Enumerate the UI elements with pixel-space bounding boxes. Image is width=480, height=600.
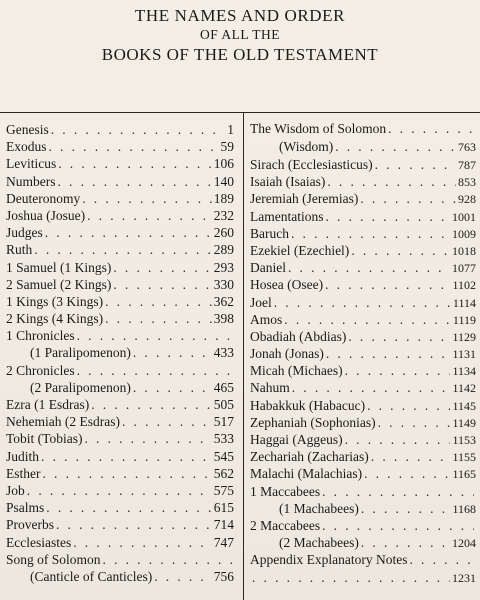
- dot-leader: [360, 190, 456, 207]
- contents-row[interactable]: [6, 396, 234, 413]
- book-title: Judith: [6, 448, 40, 464]
- dot-leader: [58, 155, 212, 172]
- header-line-2: OF ALL THE: [199, 27, 280, 42]
- book-title: Tobit (Tobias): [6, 431, 83, 447]
- page-number: 1134: [452, 364, 476, 379]
- book-title: (2 Paralipomenon): [30, 379, 131, 395]
- page-number: 189: [213, 190, 234, 206]
- page-header: [0, 6, 480, 66]
- dot-leader: [34, 241, 211, 258]
- book-title: (Canticle of Canticles): [30, 568, 153, 584]
- contents-row[interactable]: [6, 259, 234, 276]
- book-title: Genesis: [6, 122, 49, 137]
- page-number: 1204: [452, 536, 476, 551]
- page-number: 1131: [452, 347, 476, 362]
- contents-row[interactable]: [6, 379, 234, 396]
- dot-leader: [326, 345, 451, 362]
- page-number: 140: [213, 173, 234, 189]
- column-divider: [243, 112, 244, 600]
- book-title: Daniel: [250, 260, 286, 276]
- dot-leader: [345, 362, 451, 379]
- page-number: 714: [213, 517, 234, 533]
- dot-leader: [51, 121, 226, 138]
- page-number: 747: [213, 534, 234, 550]
- page-number: 433: [213, 345, 234, 361]
- page-number: 1165: [452, 467, 476, 482]
- contents-row[interactable]: [6, 413, 234, 430]
- contents-row[interactable]: [250, 173, 476, 190]
- contents-row[interactable]: [6, 224, 234, 241]
- book-title: 2 Maccabees: [250, 517, 321, 533]
- contents-row[interactable]: [250, 225, 476, 242]
- contents-row[interactable]: [250, 137, 476, 156]
- dot-leader: [43, 465, 212, 482]
- page-number: 1231: [452, 570, 476, 585]
- dot-leader: [27, 482, 212, 499]
- page-number: 1149: [452, 415, 476, 430]
- book-title: 2 Kings (4 Kings): [6, 311, 104, 327]
- book-title: (2 Machabees): [279, 535, 359, 551]
- contents-row[interactable]: [250, 534, 476, 551]
- contents-row[interactable]: [6, 207, 234, 224]
- dot-leader: [73, 534, 212, 551]
- contents-row[interactable]: [6, 551, 234, 568]
- contents-row[interactable]: [6, 568, 234, 585]
- dot-leader: [325, 276, 450, 293]
- page-number: 1018: [452, 243, 476, 258]
- book-title: Nahum: [250, 380, 290, 396]
- book-title: Lamentations: [250, 208, 324, 224]
- contents-row[interactable]: [250, 345, 476, 362]
- page-number: 362: [213, 293, 234, 309]
- contents-row[interactable]: [250, 328, 476, 345]
- contents-row[interactable]: [250, 551, 476, 568]
- book-title: The Wisdom of Solomon: [250, 121, 387, 136]
- book-title: 1 Samuel (1 Kings): [6, 259, 112, 275]
- book-title: 1 Kings (3 Kings): [6, 293, 104, 309]
- page-number: 398: [213, 311, 234, 327]
- book-title: Amos: [250, 311, 283, 327]
- dot-leader: [133, 379, 212, 396]
- contents-row[interactable]: [250, 362, 476, 379]
- contents-row[interactable]: [250, 431, 476, 448]
- contents-row[interactable]: [6, 430, 234, 447]
- book-title: Song of Solomon: [6, 551, 101, 567]
- dot-leader: [367, 397, 450, 414]
- dot-leader: [49, 138, 219, 155]
- page-number: 106: [213, 156, 234, 172]
- page-number: 1102: [452, 278, 476, 293]
- dot-leader: [154, 568, 212, 585]
- page-number: 1153: [452, 433, 476, 447]
- book-title: Zephaniah (Sophonias): [250, 414, 376, 430]
- dot-leader: [56, 516, 212, 533]
- contents-row[interactable]: [250, 242, 476, 259]
- contents-row[interactable]: [6, 173, 234, 190]
- book-title: Psalms: [6, 500, 45, 516]
- book-title: 1 Maccabees: [250, 483, 321, 499]
- page-number: 545: [213, 448, 234, 464]
- dot-leader: [291, 225, 450, 242]
- contents-row[interactable]: [6, 499, 234, 516]
- book-title: (1 Paralipomenon): [30, 345, 131, 361]
- page-number: 1129: [452, 329, 476, 344]
- dot-leader: [103, 551, 232, 568]
- book-title: 2 Samuel (2 Kings): [6, 276, 112, 292]
- contents-row[interactable]: [250, 208, 476, 225]
- dot-leader: [345, 431, 451, 448]
- dot-leader: [325, 208, 450, 225]
- contents-row[interactable]: [250, 414, 476, 431]
- dot-leader: [82, 190, 212, 207]
- page-number: 289: [213, 242, 234, 258]
- page-number: 615: [213, 500, 234, 516]
- dot-leader: [77, 327, 232, 344]
- book-title: Hosea (Osee): [250, 277, 324, 293]
- contents-row[interactable]: [6, 448, 234, 465]
- page-number: 505: [213, 397, 234, 412]
- dot-leader: [58, 173, 212, 190]
- contents-row[interactable]: [6, 190, 234, 207]
- book-title: Proverbs: [6, 517, 54, 533]
- dot-leader: [361, 500, 451, 517]
- contents-row[interactable]: [6, 138, 234, 155]
- page-number: 293: [213, 259, 234, 275]
- contents-row[interactable]: [6, 482, 234, 499]
- dot-leader: [322, 517, 474, 534]
- book-title: 2 Chronicles: [6, 362, 75, 378]
- left-contents-column: [6, 121, 234, 585]
- header-rule: [0, 112, 480, 113]
- contents-row[interactable]: [6, 465, 234, 482]
- dot-leader: [113, 259, 211, 276]
- dot-leader: [292, 379, 451, 396]
- book-title: Zechariah (Zacharias): [250, 449, 369, 465]
- page-number: 763: [458, 140, 476, 154]
- book-title: Ruth: [6, 242, 33, 258]
- page-number: 562: [213, 465, 234, 481]
- page-number: 1: [227, 122, 234, 137]
- book-title: Deuteronomy: [6, 190, 81, 206]
- dot-leader: [364, 465, 450, 482]
- dot-leader: [105, 293, 212, 310]
- page-number: 330: [213, 276, 234, 292]
- page-number: 465: [213, 379, 234, 395]
- contents-row[interactable]: [250, 190, 476, 207]
- page-number: 1119: [452, 312, 476, 327]
- book-title: Exodus: [6, 139, 47, 155]
- dot-leader: [122, 413, 212, 430]
- book-title: Job: [6, 482, 25, 498]
- book-title: Sirach (Ecclesiasticus): [250, 157, 373, 172]
- dot-leader: [284, 311, 451, 328]
- book-title: Haggai (Aggeus): [250, 432, 343, 447]
- book-title: 1 Chronicles: [6, 328, 75, 344]
- header-line-1: THE NAMES AND ORDER: [134, 6, 346, 25]
- dot-leader: [252, 569, 450, 586]
- dot-leader: [87, 207, 212, 224]
- contents-row[interactable]: [250, 397, 476, 414]
- book-title: Isaiah (Isaias): [250, 174, 326, 190]
- contents-row[interactable]: [6, 534, 234, 551]
- book-title: Micah (Michaes): [250, 363, 343, 379]
- contents-row[interactable]: [250, 517, 476, 534]
- page-number: 59: [220, 139, 234, 155]
- right-contents-column: [250, 121, 476, 586]
- page-number: 1145: [452, 398, 476, 413]
- contents-row[interactable]: [6, 293, 234, 310]
- book-title: Nehemiah (2 Esdras): [6, 414, 120, 430]
- contents-row[interactable]: [250, 311, 476, 328]
- dot-leader: [105, 310, 212, 327]
- book-title: Joshua (Josue): [6, 207, 86, 223]
- dot-leader: [77, 362, 232, 379]
- contents-row[interactable]: [6, 121, 234, 138]
- book-title: (1 Machabees): [279, 500, 359, 516]
- dot-leader: [371, 448, 451, 465]
- page-number: 232: [213, 207, 234, 223]
- dot-leader: [133, 344, 212, 361]
- contents-row[interactable]: [250, 294, 476, 311]
- contents-row[interactable]: [250, 276, 476, 293]
- page-number: 928: [458, 192, 476, 207]
- dot-leader: [348, 328, 450, 345]
- contents-row[interactable]: [250, 156, 476, 173]
- contents-row[interactable]: [6, 155, 234, 172]
- dot-leader: [327, 173, 456, 190]
- contents-row[interactable]: [250, 569, 476, 586]
- contents-row[interactable]: [250, 448, 476, 465]
- dot-leader: [288, 259, 450, 276]
- book-title: Leviticus: [6, 156, 57, 172]
- contents-row[interactable]: [6, 516, 234, 533]
- page-number: 1009: [452, 226, 476, 241]
- contents-row[interactable]: [250, 500, 476, 517]
- dot-leader: [91, 396, 212, 413]
- contents-row[interactable]: [6, 276, 234, 293]
- dot-leader: [322, 483, 474, 500]
- contents-row[interactable]: [6, 344, 234, 361]
- page-number: 1114: [452, 295, 476, 310]
- book-title: Malachi (Malachias): [250, 466, 363, 482]
- book-title: Habakkuk (Habacuc): [250, 397, 366, 413]
- book-title: (Wisdom): [279, 139, 334, 154]
- dot-leader: [41, 448, 212, 465]
- dot-leader: [361, 534, 450, 551]
- book-title: Joel: [250, 294, 272, 310]
- book-title: Esther: [6, 465, 41, 481]
- dot-leader: [335, 137, 456, 156]
- page-number: 1168: [452, 501, 476, 516]
- page-number: 756: [213, 568, 234, 584]
- book-title: Baruch: [250, 225, 289, 241]
- page-number: 853: [458, 175, 476, 190]
- page-number: 517: [213, 414, 234, 430]
- contents-row[interactable]: [250, 121, 476, 137]
- book-title: Appendix Explanatory Notes: [250, 552, 408, 568]
- dot-leader: [378, 414, 451, 431]
- contents-row[interactable]: [250, 483, 476, 500]
- dot-leader: [46, 499, 211, 516]
- dot-leader: [409, 551, 474, 568]
- book-title: Obadiah (Abdias): [250, 328, 347, 344]
- contents-row[interactable]: [6, 241, 234, 258]
- contents-row[interactable]: [250, 379, 476, 396]
- dot-leader: [84, 430, 211, 447]
- page-number: 533: [213, 431, 234, 447]
- book-title: Numbers: [6, 173, 56, 189]
- dot-leader: [388, 121, 474, 137]
- book-title: Ezra (1 Esdras): [6, 397, 90, 412]
- page-number: 1142: [452, 381, 476, 396]
- page-number: 1155: [452, 450, 476, 465]
- dot-leader: [375, 156, 456, 173]
- book-title: Ecclesiastes: [6, 534, 72, 550]
- book-title: Jonah (Jonas): [250, 346, 324, 362]
- dot-leader: [45, 224, 212, 241]
- book-title: Judges: [6, 225, 43, 241]
- page-number: 1077: [452, 261, 476, 276]
- contents-row[interactable]: [6, 310, 234, 327]
- book-title: Ezekiel (Ezechiel): [250, 242, 350, 258]
- contents-row[interactable]: [6, 362, 234, 379]
- page-number: 260: [213, 225, 234, 241]
- page-number: 575: [213, 482, 234, 498]
- page-number: 1001: [452, 209, 476, 224]
- contents-row[interactable]: [250, 259, 476, 276]
- dot-leader: [351, 242, 450, 259]
- dot-leader: [274, 294, 451, 311]
- contents-row[interactable]: [6, 327, 234, 344]
- book-title: Jeremiah (Jeremias): [250, 191, 359, 207]
- header-line-3: BOOKS OF THE OLD TESTAMENT: [101, 45, 379, 64]
- contents-row[interactable]: [250, 465, 476, 482]
- page-number: 787: [458, 158, 476, 172]
- dot-leader: [113, 276, 211, 293]
